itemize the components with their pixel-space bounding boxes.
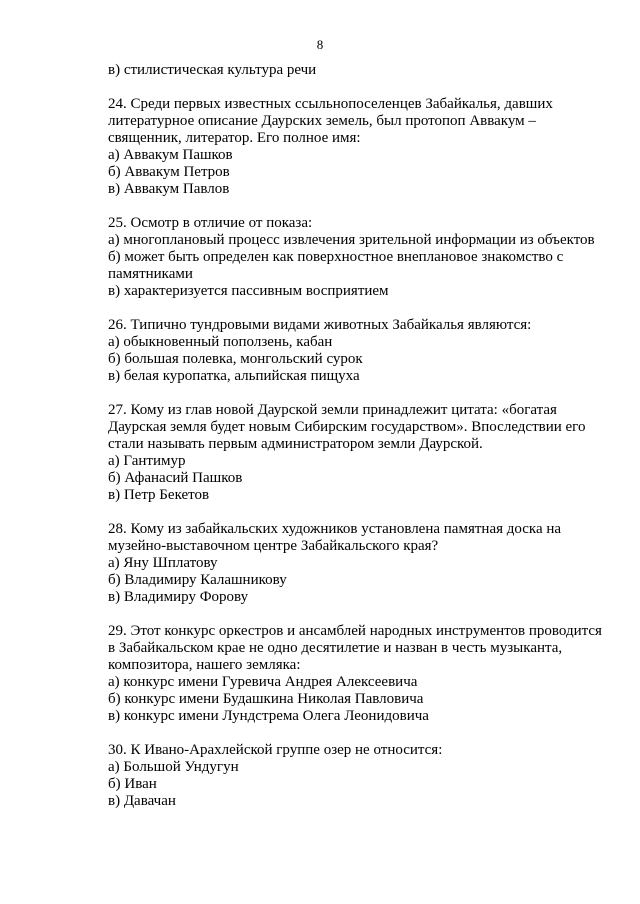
answer-option: б) Иван: [108, 776, 157, 792]
answer-option: б) Аввакум Петров: [108, 164, 230, 180]
answer-option: в) характеризуется пассивным восприятием: [108, 283, 389, 299]
answer-option: а) Яну Шплатову: [108, 555, 218, 571]
question-block: [108, 96, 610, 198]
question-text-line: 24. Среди первых известных ссыльнопоселенцев Забайкалья, давших: [108, 96, 553, 112]
answer-option: в) Давачан: [108, 793, 176, 809]
page-content: [108, 62, 610, 810]
question-block: [108, 742, 610, 810]
answer-option: а) Гантимур: [108, 453, 186, 469]
answer-option: а) конкурс имени Гуревича Андрея Алексеевича: [108, 674, 418, 690]
page-number: 8: [316, 37, 324, 52]
leading-option: в) стилистическая культура речи: [108, 62, 317, 78]
question-block: [108, 317, 610, 385]
question-text-line: Даурская земля будет новым Сибирским государством». Впоследствии его: [108, 419, 586, 435]
question-text-line: 28. Кому из забайкальских художников установлена памятная доска на: [108, 521, 562, 537]
question-text-line: священник, литератор. Его полное имя:: [108, 130, 361, 146]
answer-option: а) Аввакум Пашков: [108, 147, 233, 163]
question-text-line: в Забайкальском крае не одно десятилетие и назван в честь музыканта,: [108, 640, 563, 656]
question-text-line: 30. К Ивано-Арахлейской группе озер не относится:: [108, 742, 443, 758]
question-list: [108, 96, 610, 810]
answer-option: а) Большой Ундугун: [108, 759, 239, 775]
answer-option: б) конкурс имени Будашкина Николая Павловича: [108, 691, 424, 707]
answer-option: б) может быть определен как поверхностное внеплановое знакомство с: [108, 249, 564, 265]
answer-option: а) обыкновенный поползень, кабан: [108, 334, 333, 350]
answer-option: в) Петр Бекетов: [108, 487, 210, 503]
answer-option: б) Афанасий Пашков: [108, 470, 243, 486]
question-text-line: литературное описание Даурских земель, был протопоп Аввакум –: [108, 113, 536, 129]
answer-option: б) Владимиру Калашникову: [108, 572, 287, 588]
question-block: [108, 215, 610, 300]
answer-option: в) конкурс имени Лундстрема Олега Леонидовича: [108, 708, 429, 724]
answer-option: в) белая куропатка, альпийская пищуха: [108, 368, 360, 384]
answer-option: б) большая полевка, монгольский сурок: [108, 351, 363, 367]
question-block: [108, 402, 610, 504]
question-text-line: музейно-выставочном центре Забайкальского края?: [108, 538, 439, 554]
question-text-line: 25. Осмотр в отличие от показа:: [108, 215, 313, 231]
answer-option: а) многоплановый процесс извлечения зрительной информации из объектов: [108, 232, 595, 248]
answer-option: в) Владимиру Форову: [108, 589, 249, 605]
question-text-line: композитора, нашего земляка:: [108, 657, 301, 673]
question-text-line: 26. Типично тундровыми видами животных Забайкалья являются:: [108, 317, 532, 333]
question-text-line: 29. Этот конкурс оркестров и ансамблей народных инструментов проводится: [108, 623, 602, 639]
question-text-line: 27. Кому из глав новой Даурской земли принадлежит цитата: «богатая: [108, 402, 557, 418]
question-block: [108, 623, 610, 725]
answer-option: памятниками: [108, 266, 193, 282]
question-block: [108, 521, 610, 606]
answer-option: в) Аввакум Павлов: [108, 181, 230, 197]
question-text-line: стали называть первым администратором земли Даурской.: [108, 436, 483, 452]
